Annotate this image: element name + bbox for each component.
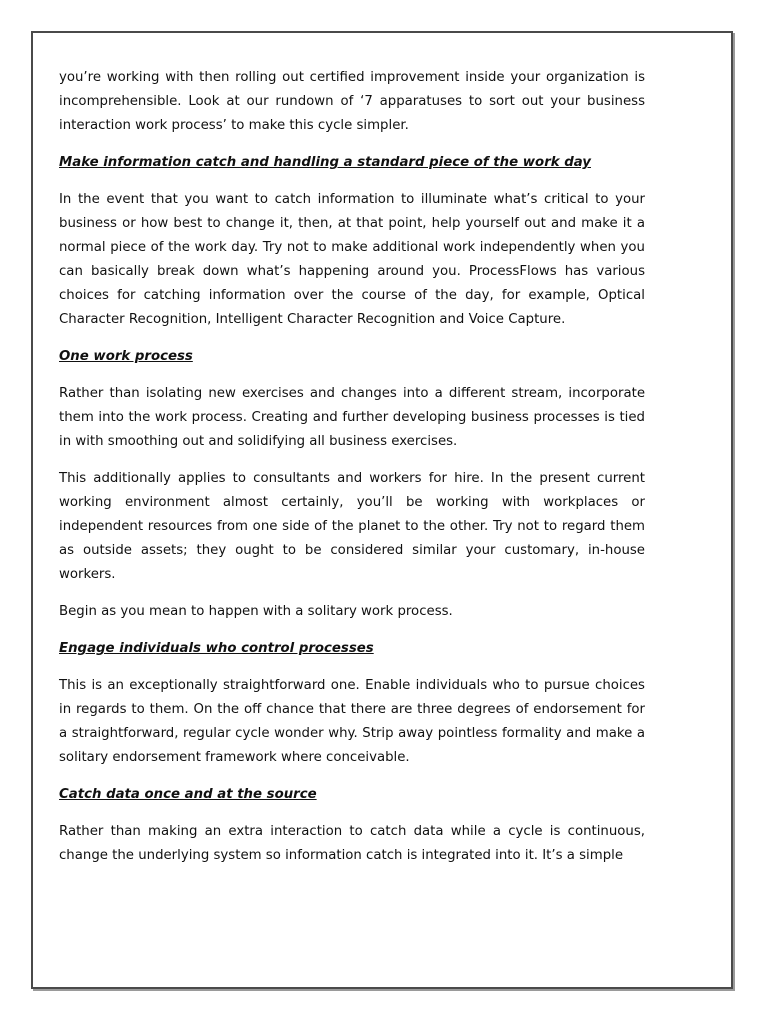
paragraph: Begin as you mean to happen with a solitary work process. [59, 604, 453, 619]
paragraph: This additionally applies to consultants and workers for hire. In the present current working environment almost certainly, you’ll be working with workplaces or independent resources from one side of the planet to the other. Try not to regard them as outside assets; they ought to be considered similar your customary, in-house workers. [59, 471, 645, 582]
section-heading: Make information catch and handling a standard piece of the work day [59, 155, 591, 170]
section-heading: Engage individuals who control processes [59, 641, 374, 656]
document-body [59, 66, 645, 881]
section-heading: One work process [59, 349, 193, 364]
paragraph: In the event that you want to catch information to illuminate what’s critical to your business or how best to change it, then, at that point, help yourself out and make it a normal piece of the work day. Try not to make additional work independently when you can basically break down what’s happening around you. ProcessFlows has various choices for catching information over the course of the day, for example, Optical Character Recognition, Intelligent Character Recognition and Voice Capture. [59, 192, 645, 327]
paragraph: Rather than making an extra interaction to catch data while a cycle is continuous, change the underlying system so information catch is integrated into it. It’s a simple [59, 824, 645, 863]
paragraph: Rather than isolating new exercises and changes into a different stream, incorporate them into the work process. Creating and further developing business processes is tied in with smoothing out and solidifying all business exercises. [59, 386, 645, 449]
paragraph: you’re working with then rolling out certified improvement inside your organization is incomprehensible. Look at our rundown of ‘7 apparatuses to sort out your business interaction work process’ to make this cycle simpler. [59, 70, 645, 133]
section-heading: Catch data once and at the source [59, 787, 317, 802]
paragraph: This is an exceptionally straightforward one. Enable individuals who to pursue choices in regards to them. On the off chance that there are three degrees of endorsement for a straightforward, regular cycle wonder why. Strip away pointless formality and make a solitary endorsement framework where conceivable. [59, 678, 645, 765]
